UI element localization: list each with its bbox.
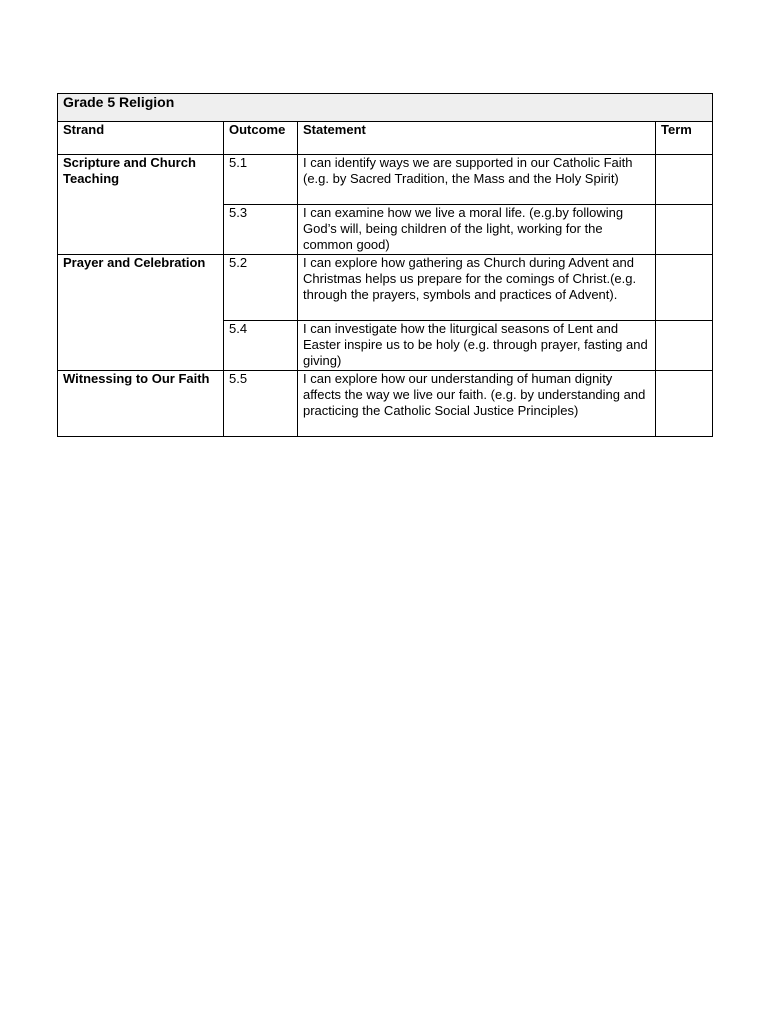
table-row: [58, 371, 713, 437]
term-cell: [656, 155, 713, 205]
table-title: Grade 5 Religion: [58, 94, 713, 122]
outcome-cell: 5.5: [224, 371, 298, 437]
table-row: [58, 255, 713, 321]
outcome-cell: 5.2: [224, 255, 298, 321]
curriculum-table: [57, 93, 713, 437]
outcome-cell: 5.1: [224, 155, 298, 205]
strand-cell: Witnessing to Our Faith: [58, 371, 224, 437]
strand-cell: Scripture and Church Teaching: [58, 155, 224, 255]
term-cell: [656, 255, 713, 321]
term-cell: [656, 205, 713, 255]
statement-cell: I can investigate how the liturgical seasons of Lent and Easter inspire us to be holy (e.g. through prayer, fasting and giving): [298, 321, 656, 371]
outcome-cell: 5.3: [224, 205, 298, 255]
outcome-cell: 5.4: [224, 321, 298, 371]
column-header-row: [58, 122, 713, 155]
table-title-row: [58, 94, 713, 122]
header-strand: Strand: [58, 122, 224, 155]
statement-cell: I can examine how we live a moral life. (e.g.by following God’s will, being children of the light, working for the common good): [298, 205, 656, 255]
header-statement: Statement: [298, 122, 656, 155]
term-cell: [656, 321, 713, 371]
statement-cell: I can explore how gathering as Church during Advent and Christmas helps us prepare for the comings of Christ.(e.g. through the prayers, symbols and practices of Advent).: [298, 255, 656, 321]
statement-cell: I can explore how our understanding of human dignity affects the way we live our faith. (e.g. by understanding and practicing the Catholic Social Justice Principles): [298, 371, 656, 437]
table-row: [58, 155, 713, 205]
term-cell: [656, 371, 713, 437]
header-term: Term: [656, 122, 713, 155]
strand-cell: Prayer and Celebration: [58, 255, 224, 371]
statement-cell: I can identify ways we are supported in our Catholic Faith (e.g. by Sacred Tradition, the Mass and the Holy Spirit): [298, 155, 656, 205]
header-outcome: Outcome: [224, 122, 298, 155]
